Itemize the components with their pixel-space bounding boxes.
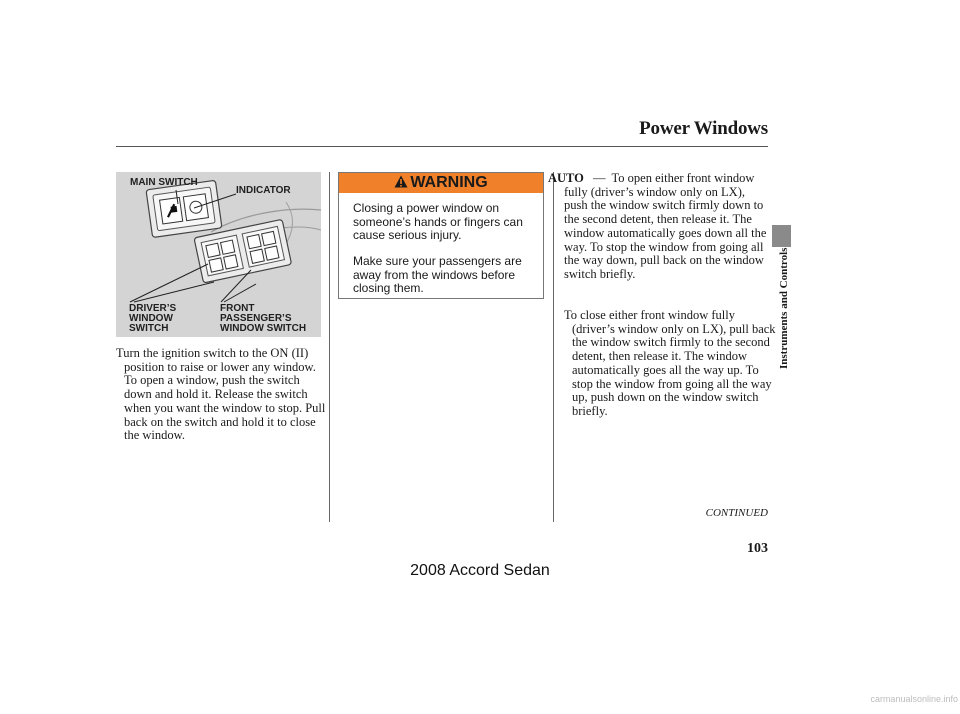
column-divider-right — [553, 172, 554, 522]
section-tab-marker — [772, 225, 791, 247]
power-window-switch-figure — [116, 172, 321, 337]
warning-header — [339, 173, 543, 193]
warning-paragraph-2: Make sure your passengers are away from the windows before closing them. — [353, 254, 522, 295]
auto-heading: AUTO — [548, 171, 584, 185]
warning-paragraph-1: Closing a power window on someone’s hands or fingers can cause serious injury. — [353, 201, 523, 242]
label-front-passengers-window-switch: FRONT PASSENGER’S WINDOW SWITCH — [220, 303, 307, 334]
label-main-switch: MAIN SWITCH — [130, 177, 198, 188]
ignition-paragraph: Turn the ignition switch to the ON (II) position to raise or lower any window. To open a window, push the switch down and hold it. Release the switch when you want the window to stop. Pull back on the switch and hold it to close the window. — [116, 346, 326, 443]
warning-title: WARNING — [410, 174, 488, 191]
section-tab-label: Instruments and Controls — [778, 248, 790, 370]
warning-triangle-icon — [394, 175, 408, 188]
model-footer: 2008 Accord Sedan — [410, 562, 550, 579]
label-indicator: INDICATOR — [236, 185, 291, 196]
title-rule — [116, 146, 768, 147]
close-window-paragraph: To close either front window fully (driver’s window only on LX), pull back the window switch firmly to the second detent, then release it. The window automatically goes all the way up. To stop the window from going all the way up, push down on the window switch briefly. — [564, 308, 776, 418]
label-drivers-window-switch: DRIVER’S WINDOW SWITCH — [129, 303, 177, 334]
auto-paragraph — [548, 171, 768, 282]
page-number: 103 — [747, 541, 768, 556]
auto-dash: — — [593, 171, 606, 185]
continued-label: CONTINUED — [705, 507, 768, 519]
auto-text: To open either front window fully (driver’s window only on LX), push the window switch firmly down to the second detent, then release it. The window automatically goes down all the way. To stop the window from going all the way down, pull back on the window switch briefly. — [564, 171, 767, 281]
warning-box — [338, 172, 544, 299]
watermark: carmanualsonline.info — [870, 694, 958, 704]
page-title: Power Windows — [639, 118, 768, 139]
warning-title-row — [339, 174, 543, 192]
